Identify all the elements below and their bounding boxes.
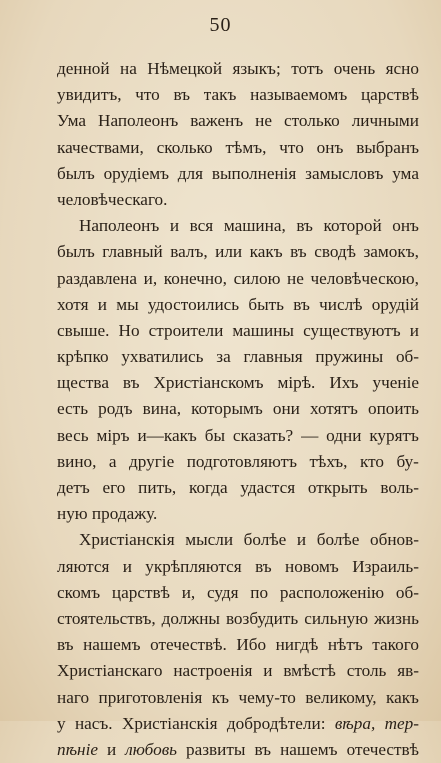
word: столь (346, 661, 387, 681)
word: какъ (385, 687, 419, 707)
word: какъ (249, 242, 283, 262)
word: машина, (223, 216, 286, 236)
word: вмѣстѣ (283, 661, 336, 681)
word: въ (122, 373, 140, 393)
word: онъ (316, 137, 344, 157)
word: въ (57, 635, 74, 655)
word: одни (326, 425, 362, 445)
word: языкъ; (232, 59, 281, 78)
word: добродѣтели: (226, 713, 326, 733)
word: по (250, 582, 269, 602)
text-line (57, 632, 419, 658)
word: или (215, 242, 243, 262)
word: отечествѣ. (150, 635, 227, 655)
word: должны (161, 608, 220, 628)
word: раздавлена (57, 268, 137, 288)
word: подготовляютъ (186, 451, 298, 471)
word: главныя (243, 347, 303, 367)
word: нигдѣ (275, 635, 319, 655)
word: машины (232, 320, 294, 340)
word: болѣе (316, 530, 360, 550)
word: и (169, 216, 180, 236)
word: за (216, 347, 231, 367)
word: въ (290, 242, 307, 262)
word: детъ (57, 478, 90, 497)
text-line (57, 423, 419, 449)
word: другіе (129, 451, 175, 471)
word: былъ (57, 242, 95, 262)
word: сколько (156, 137, 213, 157)
word: есть (57, 399, 89, 419)
word: его (102, 478, 126, 497)
text-line (57, 108, 419, 134)
word: денной (57, 59, 110, 78)
word: и (296, 530, 307, 550)
text-line (57, 475, 419, 501)
word: хотятъ (310, 399, 358, 419)
word: Христіанскомъ (153, 373, 264, 393)
word: въ (255, 556, 272, 576)
word: болѣе (243, 530, 287, 550)
text-line (57, 737, 419, 763)
word: расположенію (279, 582, 385, 602)
word: они (272, 399, 300, 419)
word: хотя (57, 294, 89, 314)
word: замысловъ (305, 163, 384, 183)
word: опоить (368, 399, 419, 419)
word: Нѣмецкой (147, 59, 223, 78)
word: нашемъ (280, 739, 338, 759)
word: настроенія (173, 661, 253, 681)
word: а (108, 451, 117, 471)
word: главный (102, 242, 163, 262)
word: пружины (315, 347, 384, 367)
word: тотъ (291, 59, 324, 78)
word: въ (293, 294, 310, 314)
text-line (57, 344, 419, 370)
word: въ (173, 85, 191, 105)
word: любовь (125, 739, 177, 759)
word: мысли (185, 530, 234, 550)
word: весь (57, 425, 89, 445)
text-line (57, 554, 419, 580)
word: ума (392, 163, 419, 183)
word: вино, (57, 451, 97, 471)
word: сказать? (232, 425, 294, 445)
text-line (57, 501, 419, 527)
word: и, (143, 268, 158, 288)
word: отечествѣ (346, 739, 419, 759)
text-line (57, 161, 419, 187)
word: удастся (240, 478, 296, 497)
word: на (120, 59, 137, 78)
word: въ (296, 216, 313, 236)
word: пить, (138, 478, 177, 497)
word: для (177, 163, 204, 183)
word: Наполеонъ (79, 216, 160, 236)
word: тер- (384, 713, 419, 733)
word: замокъ, (363, 242, 419, 262)
word: скомъ (57, 582, 101, 602)
word: приготовленія (98, 687, 203, 707)
word: Ихъ (329, 373, 359, 393)
word: Израиль- (352, 556, 419, 576)
word: и (263, 661, 273, 681)
word: бы (204, 425, 225, 445)
word: ясно (385, 59, 419, 78)
word: царствѣ (111, 582, 170, 602)
text-line (57, 580, 419, 606)
word: удостоились (147, 294, 240, 314)
word: такого (372, 635, 419, 655)
word: столько (283, 111, 340, 131)
word: и—какъ (137, 425, 197, 445)
word: орудіемъ (103, 163, 169, 183)
text-line (57, 685, 419, 711)
word: насъ. (74, 713, 113, 733)
word: щества (57, 373, 109, 393)
word: курятъ (369, 425, 419, 445)
word: сводѣ (314, 242, 356, 262)
word: тѣмъ, (225, 137, 267, 157)
text-line (57, 135, 419, 161)
word: родъ (98, 399, 133, 419)
word: тѣхъ, (309, 451, 348, 471)
word: открыть (307, 478, 368, 497)
word: развиты (186, 739, 246, 759)
text-line-content: ную продажу. (57, 504, 158, 524)
word: конечно, (163, 268, 227, 288)
word: воль- (380, 478, 419, 497)
word: важенъ (190, 111, 244, 131)
text-line (57, 187, 419, 213)
word: сильную (304, 608, 369, 628)
word: ученіе (372, 373, 419, 393)
word: — (301, 425, 319, 445)
word: выбранъ (356, 137, 419, 157)
word: ляются (57, 556, 110, 576)
word: кто (359, 451, 384, 471)
word: обнов- (370, 530, 419, 550)
word: увидитъ, (57, 85, 122, 105)
word: у (57, 713, 66, 733)
page-number: 50 (209, 14, 232, 36)
text-line (57, 318, 419, 344)
word: свыше. (57, 320, 110, 340)
text-line (57, 658, 419, 684)
word: наго (57, 687, 90, 707)
word: Христіанскія (121, 713, 218, 733)
word: чему-то (238, 687, 296, 707)
word: человѣческою, (310, 268, 419, 288)
word: вся (189, 216, 214, 236)
word: и (122, 556, 132, 576)
word: жизнь (374, 608, 419, 628)
word: и (97, 294, 107, 314)
word: что (135, 85, 160, 105)
text-line (57, 56, 419, 82)
word: валъ, (170, 242, 208, 262)
body-text (57, 56, 419, 763)
word: которымъ (191, 399, 263, 419)
word: пѣніе (57, 739, 98, 759)
word: не (255, 111, 272, 131)
text-line (57, 527, 419, 553)
word: и, (181, 582, 196, 602)
word: об- (395, 582, 419, 602)
word: укрѣпляются (145, 556, 242, 576)
word: когда (188, 478, 228, 497)
word: Христіанскаго (57, 661, 163, 681)
word: нашемъ (83, 635, 141, 655)
word: очень (333, 59, 376, 78)
text-line (57, 606, 419, 632)
word: называемомъ (250, 85, 348, 105)
word: великому, (305, 687, 377, 707)
word: возбудить (225, 608, 299, 628)
word: вѣра, (334, 713, 376, 733)
word: царствѣ (360, 85, 419, 105)
word: стоятельствъ, (57, 608, 156, 628)
word: къ (211, 687, 230, 707)
text-line (57, 239, 419, 265)
text-line (57, 82, 419, 108)
word: и (107, 739, 117, 759)
word: такъ (203, 85, 237, 105)
word: орудій (371, 294, 419, 314)
text-line (57, 711, 419, 737)
word: что (279, 137, 304, 157)
text-line (57, 396, 419, 422)
word: выполненія (211, 163, 297, 183)
word: об- (395, 347, 419, 367)
word: міръ (96, 425, 130, 445)
word: личными (351, 111, 419, 131)
word: Ума (57, 111, 87, 131)
word: Но (118, 320, 140, 340)
word: Христіанскія (79, 530, 175, 550)
word: существуютъ (303, 320, 401, 340)
word: бу- (396, 451, 419, 471)
word: ухватились (121, 347, 204, 367)
word: числѣ (319, 294, 363, 314)
text-line (57, 449, 419, 475)
word: въ (254, 739, 272, 759)
word: новомъ (285, 556, 339, 576)
word: вина, (142, 399, 182, 419)
word: онъ (392, 216, 419, 236)
text-line (57, 370, 419, 396)
text-line-content: человѣческаго. (57, 189, 168, 209)
word: мы (116, 294, 139, 314)
text-line (57, 292, 419, 318)
word: мірѣ. (277, 373, 316, 393)
word: качествами, (57, 137, 144, 157)
word: быть (248, 294, 285, 314)
word: которой (323, 216, 382, 236)
word: былъ (57, 163, 95, 183)
word: нѣтъ (327, 635, 363, 655)
word: Наполеонъ (98, 111, 179, 131)
word: и (409, 320, 419, 340)
word: судя (206, 582, 239, 602)
text-line (57, 213, 419, 239)
word: яв- (397, 661, 419, 681)
word: силою (233, 268, 281, 288)
word: Ибо (236, 635, 267, 655)
word: строители (148, 320, 224, 340)
word: не (287, 268, 304, 288)
word: крѣпко (57, 347, 109, 367)
text-line (57, 266, 419, 292)
